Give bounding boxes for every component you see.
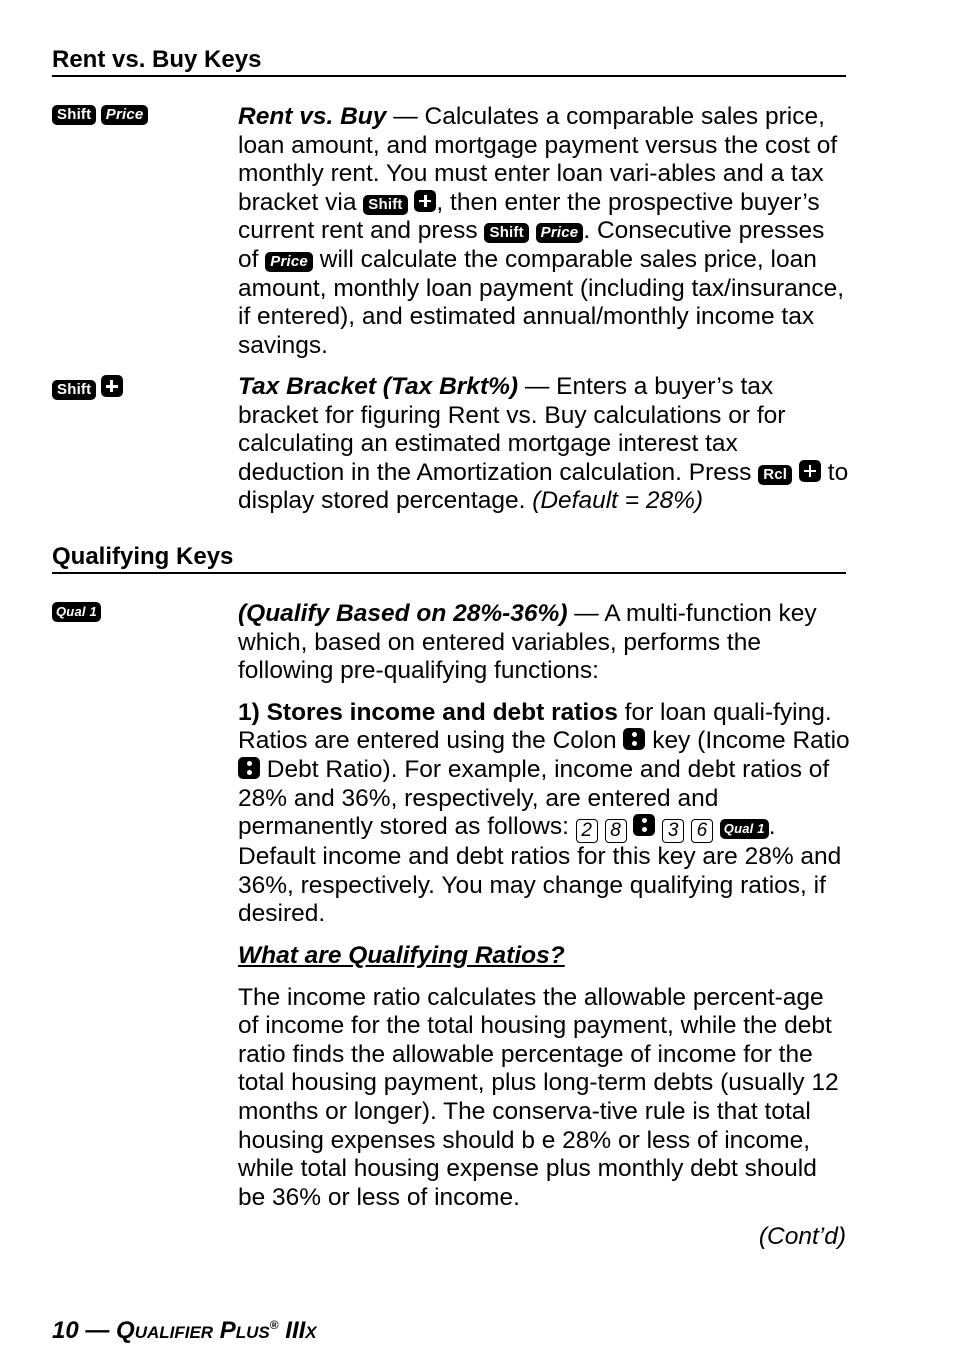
paragraph: The income ratio calculates the allowable percent-age of income for the total housing payment, while the debt ratio finds the allowable percentage of income for the total housing payment, plus long-term debts (usually 12 months or longer). The conserva-tive rule is that total housing expenses should b e 28% or less of income, while total housing expense plus monthly debt should be 36% or less of income. [238, 983, 839, 1211]
continued-note: (Cont’d) [758, 1223, 846, 1250]
digit-2-key-icon: 2 [576, 819, 598, 843]
key-combo [52, 375, 123, 400]
product-name: Qualifier Plus [116, 1317, 270, 1344]
entry-description: (Qualify Based on 28%-36%) — A multi-function key which, based on entered variables, performs the following pre-qualifying functions: 1) Stores income and debt ratios for loan quali-fying. Ratios are entered using the Colon key (Income Ratio Debt Ratio). For example, income and debt ratios of 28% and 36%, respectively, are entered and permanently stored as follows: 2 8 3 6 Qual 1 . Default income and debt ratios for this key are 28% and 36%, respectively. You may change qualifying ratios, if desired. What are Qualifying Ratios? The income ratio calculates the allowable percent-age of income for the total housing payment, while the debt ratio finds the allowable percentage of income for the total housing payment, plus long-term debts (usually 12 months or longer). The conserva-tive rule is that total housing expenses should b e 28% or less of income, while total housing expense plus monthly debt should be 36% or less of income. [238, 600, 850, 1211]
plus-key-icon [799, 460, 821, 482]
entry-description: Rent vs. Buy — Calculates a comparable sales price, loan amount, and mortgage payment versus the cost of monthly rent. You must enter loan vari-ables and a tax bracket via Shift , then enter the prospective buyer’s current rent and press Shift Price . Consecutive presses of Price will calculate the comparable sales price, loan amount, monthly loan payment (including tax/insurance, if entered), and estimated annual/monthly income tax savings. [238, 103, 845, 359]
qual1-key-icon: Qual 1 [720, 819, 769, 839]
rcl-key-icon: Rcl [758, 465, 792, 485]
plus-key-icon [414, 190, 436, 212]
term: (Qualify Based on 28%-36%) [238, 600, 568, 627]
price-key-icon: Price [101, 105, 149, 125]
price-key-icon: Price [536, 223, 584, 243]
digit-3-key-icon: 3 [662, 819, 684, 843]
colon-key-icon [238, 757, 260, 779]
colon-key-icon [623, 728, 645, 750]
term: Tax Bracket (Tax Brkt%) [238, 373, 519, 400]
section-title-rent-vs-buy: Rent vs. Buy Keys [52, 46, 846, 77]
entry-description: Tax Bracket (Tax Brkt%) — Enters a buyer’s tax bracket for figuring Rent vs. Buy calculations or for calculating an estimated mortgage interest tax deduction in the Amortization calculation. Press Rcl to display stored percentage. (Default = 28%) [238, 373, 849, 515]
colon-key-icon [633, 814, 655, 836]
key-combo [52, 602, 101, 622]
registered-mark: ® [269, 1318, 279, 1332]
page-footer [52, 1310, 317, 1346]
qual1-key-icon: Qual 1 [52, 602, 101, 622]
digit-8-key-icon: 8 [605, 819, 627, 843]
default-value: (Default = 28%) [532, 487, 704, 515]
shift-key-icon: Shift [484, 223, 528, 243]
section-title-qualifying: Qualifying Keys [52, 543, 846, 574]
page-number: 10 — [52, 1317, 117, 1344]
step-title: 1) Stores income and debt ratios [238, 698, 618, 726]
digit-6-key-icon: 6 [691, 819, 713, 843]
key-combo [52, 105, 148, 125]
shift-key-icon: Shift [52, 380, 96, 400]
subheading: What are Qualifying Ratios? [238, 941, 565, 969]
plus-key-icon [101, 375, 123, 397]
price-key-icon: Price [265, 252, 313, 272]
shift-key-icon: Shift [363, 195, 407, 215]
term: Rent vs. Buy [238, 103, 387, 130]
shift-key-icon: Shift [52, 105, 96, 125]
model-name: IIIx [278, 1317, 317, 1344]
